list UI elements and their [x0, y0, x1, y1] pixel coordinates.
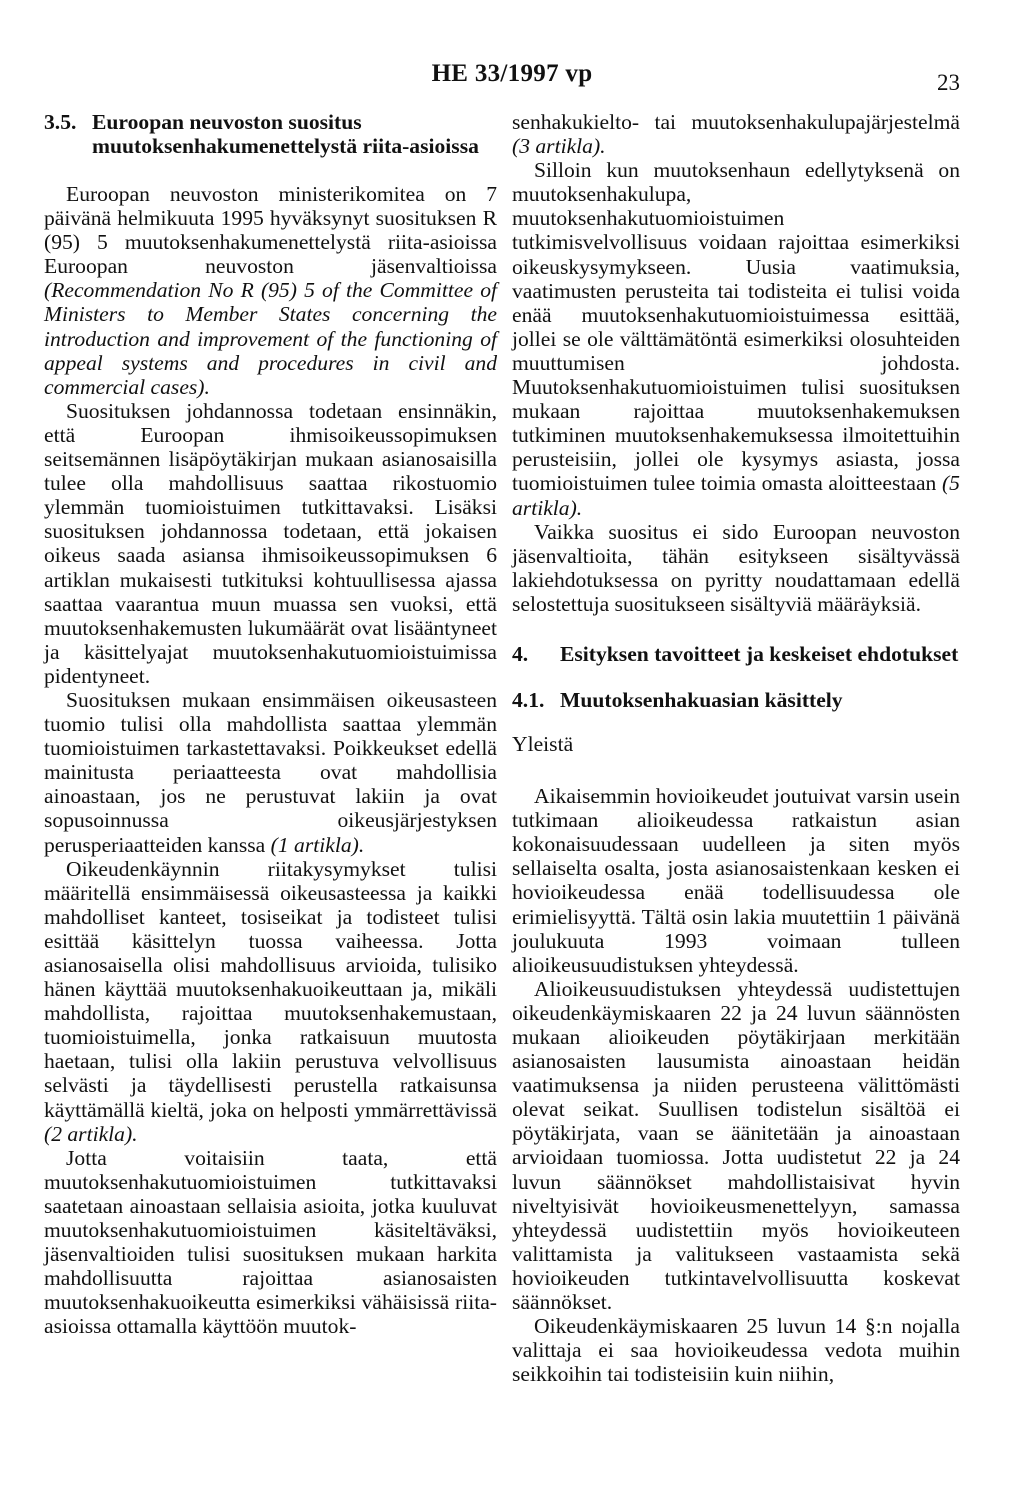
- article-reference: (3 artikla).: [512, 134, 606, 159]
- section-number: 4.1.: [512, 687, 545, 712]
- paragraph: [44, 688, 497, 857]
- article-reference: (1 artikla).: [270, 832, 365, 857]
- left-column: [44, 110, 497, 1339]
- paragraph: Vaikka suositus ei sido Euroopan neuvoston jäsenvaltioita, tähän esitykseen sisältyvässä lakiehdotuksessa on pyritty noudattamaan edellä selostettuja suositukseen sisältyviä määräyksiä.: [512, 519, 960, 616]
- section-heading-4: [512, 642, 960, 666]
- page-number: 23: [937, 70, 960, 95]
- section-heading-3-5: [44, 110, 497, 158]
- section-number: 4.: [512, 641, 529, 666]
- document-header-title: HE 33/1997 vp: [431, 60, 593, 87]
- paragraph-continuation: [512, 110, 960, 158]
- section-number: 3.5.: [44, 110, 77, 134]
- paragraph-text: Suosituksen mukaan ensimmäisen oikeusasteen tuomio tulisi olla mahdollista saattaa ylemmän tuomioistuimen tarkastettavaksi. Poikkeukset edellä mainitusta periaatteesta ovat mahdollisia ainoastaan, jos ne perustuvat lakiin ja ovat sopusoinnussa oikeusjärjestyksen perusperiaatteiden kanssa: [44, 687, 497, 857]
- paragraph-text: Euroopan neuvoston ministerikomitea on 7 päivänä helmikuuta 1995 hyväksynyt suosituksen R (95) 5 muutoksenhakumenettelystä riita-asioissa Euroopan neuvoston jäsenvaltioissa: [44, 182, 497, 279]
- paragraph: [44, 857, 497, 1146]
- recommendation-title-english: (Recommendation No R (95) 5 of the Committee of Ministers to Member States concerning the introduction and improvement of the functioning of appeal systems and procedures in civil and commercial cases).: [44, 278, 497, 399]
- paragraph-text: Silloin kun muutoksenhaun edellytyksenä on muutoksenhakulupa, muutoksenhakutuomioistuimen tutkimisvelvollisuus voidaan rajoittaa esimerkiksi oikeuskysymykseen. Uusia vaatimuksia, vaatimusten perusteita tai todisteita ei tulisi voida enää muutoksenhakutuomioistuimessa esittää, jollei se ole välttämätöntä esimerkiksi olosuhteiden muuttumisen johdosta. Muutoksenhakutuomioistuimen tulisi suosituksen mukaan rajoittaa muutoksenhakemuksen tutkiminen muutoksenhakemuksessa ilmoitettuihin perusteisiin, jollei ole kysymys asiasta, jossa tuomioistuimen tulee toimia omasta aloitteestaan: [512, 158, 960, 496]
- paragraph-text: senhakukielto- tai muutoksenhakulupajärjestelmä: [512, 110, 960, 134]
- article-reference: (5 artikla).: [512, 471, 960, 520]
- section-title: Euroopan neuvoston suositus muutoksenhakumenettelystä riita-asioissa: [92, 110, 479, 158]
- subheading: Yleistä: [512, 731, 574, 756]
- paragraph: Suosituksen johdannossa todetaan ensinnäkin, että Euroopan ihmisoikeussopimuksen seitsemännen lisäpöytäkirjan mukaan asianosaisilla tulee olla mahdollisuus saattaa rikostuomio ylemmän tuomioistuimen tutkittavaksi. Lisäksi suosituksen johdannossa todetaan, että jokaisen oikeus saada asiansa ihmisoikeussopimuksen 6 artiklan mukaisesti tutkituksi kohtuullisessa ajassa saattaa vaarantua muun muassa sen vuoksi, että muutoksenhakemusten lukumäärät ovat lisääntyneet ja käsittelyajat muutoksenhakutuomioistuimissa pidentyneet.: [44, 398, 497, 688]
- section-heading-4-1: [512, 688, 960, 712]
- paragraph: Oikeudenkäymiskaaren 25 luvun 14 §:n nojalla valittaja ei saa hovioikeudessa vedota muihin seikkoihin tai todisteisiin kuin niihin,: [512, 1314, 960, 1387]
- paragraph: Jotta voitaisiin taata, että muutoksenhakutuomioistuimen tutkittavaksi saatetaan ainoastaan sellaisia asioita, jotka kuuluvat muutoksenhakutuomioistuimen käsiteltäväksi, jäsenvaltioiden tulisi suosituksen mukaan harkita mahdollisuutta rajoittaa asianosaisten muutoksenhakuoikeutta esimerkiksi vähäisissä riita-asioissa ottamalla käyttöön muutok-: [44, 1145, 497, 1339]
- paragraph: Aikaisemmin hovioikeudet joutuivat varsin usein tutkimaan alioikeudessa ratkaistun asian kokonaisuudessaan uudelleen ja siten myös sellaiselta osalta, josta asianosaistenkaan kesken ei hovioikeudessa enää todellisuudessa ole erimielisyyttä. Tältä osin lakia muutettiin 1 päivänä joulukuuta 1993 voimaan tulleen alioikeusuudistuksen yhteydessä.: [512, 784, 960, 977]
- paragraph-text: Oikeudenkäynnin riitakysymykset tulisi määritellä ensimmäisessä oikeusasteessa ja kaikki mahdolliset kanteet, tosiseikat ja todisteet tulisi esittää käsittelyn tuossa vaiheessa. Jotta asianosaisella olisi mahdollisuus arvioida, tulisiko hänen käyttää muutoksenhakuoikeuttaan ja, mikäli mahdollista, rajoittaa muutoksenhakemustaan, tuomioistuimella, jonka ratkaisuun muutosta haetaan, tulisi olla lakiin perustuva velvollisuus selvästi ja täydellisesti perustella ratkaisunsa käyttämällä kieltä, joka on helposti ymmärrettävissä: [44, 856, 497, 1122]
- article-reference: (2 artikla).: [44, 1121, 138, 1146]
- paragraph: [512, 158, 960, 519]
- section-title: Esityksen tavoitteet ja keskeiset ehdotukset: [560, 641, 959, 666]
- section-title: Muutoksenhakuasian käsittely: [560, 687, 843, 712]
- paragraph: Alioikeusuudistuksen yhteydessä uudistettujen oikeudenkäymiskaaren 22 ja 24 luvun säännösten mukaan alioikeuden pöytäkirjaan merkitään asianosaisten lausumista ainoastaan heidän vaatimuksensa ja niiden perusteena välittömästi olevat seikat. Suullisen todistelun sisältöä ei pöytäkirjata, vaan se äänitetään ja ainoastaan arvioidaan tuomiossa. Jotta uudistetut 22 ja 24 luvun säännökset mahdollistaisivat hyvin niveltyisivät hovioikeusmenettelyyn, samassa yhteydessä uudistettiin myös hovioikeuteen valittamista ja valitukseen vastaamista sekä hovioikeuden tutkintavelvollisuutta koskevat säännökset.: [512, 976, 960, 1315]
- right-column: [512, 110, 960, 1386]
- paragraph: [44, 182, 497, 399]
